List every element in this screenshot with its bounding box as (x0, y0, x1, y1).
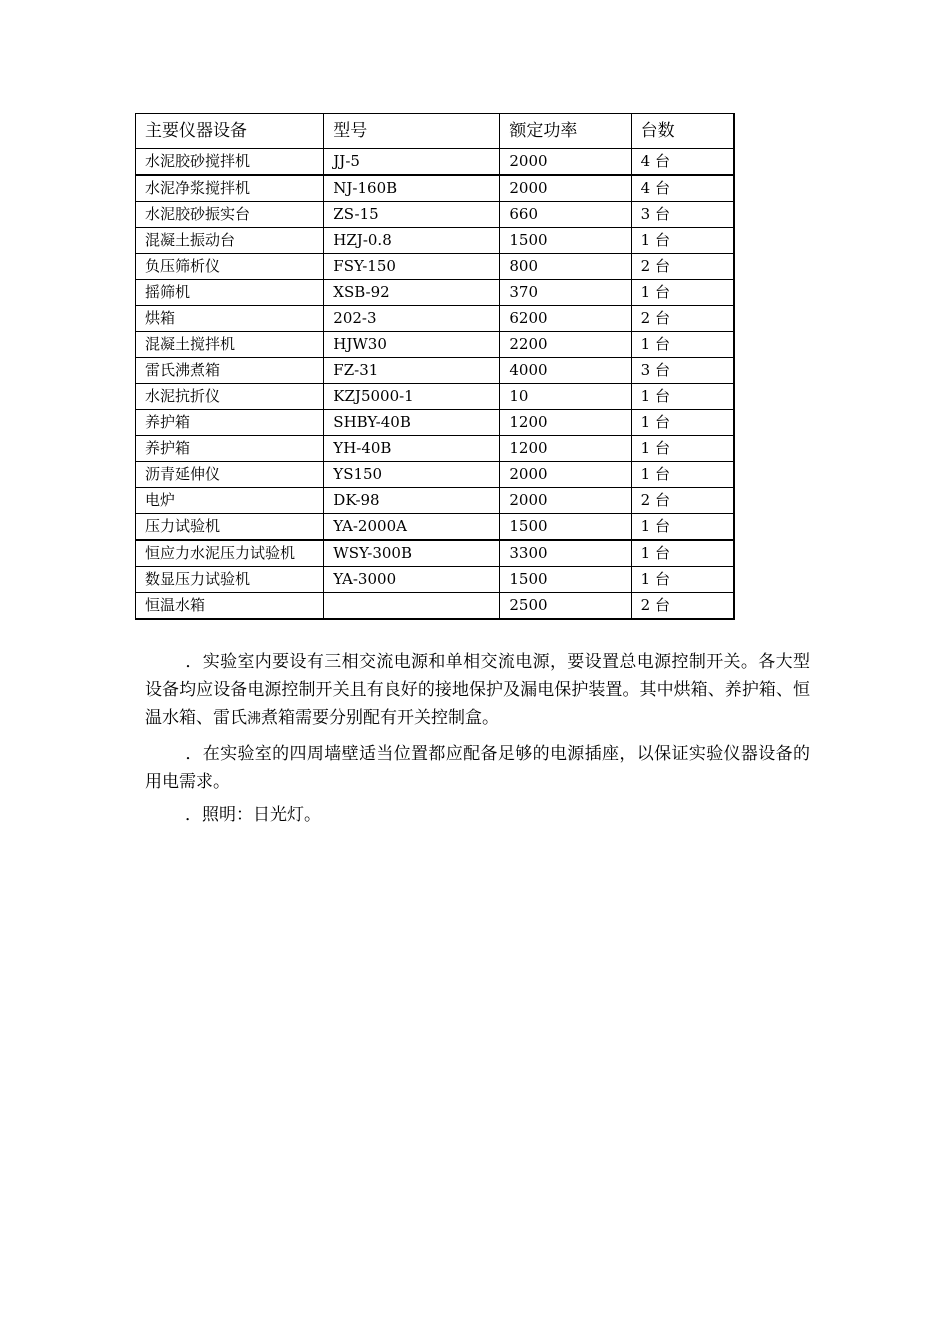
paragraph-power-supply-text-a: ．实验室内要设有三相交流电源和单相交流电源，要设置总电源控制开关。各大型设备均应设备电源控制开关且有良好的接地保护及漏电保护装置。其中烘箱、养护箱、恒温水箱、雷氏 (145, 652, 810, 728)
cell-quantity: 4 台 (631, 175, 734, 202)
cell-quantity: 2 台 (631, 254, 734, 280)
table-row (136, 228, 735, 254)
cell-model: FSY-150 (324, 254, 500, 280)
cell-rated-power: 2000 (500, 488, 631, 514)
cell-quantity: 1 台 (631, 436, 734, 462)
cell-rated-power: 660 (500, 202, 631, 228)
paragraph-power-supply-text-b: 煮箱需要分别配有开关控制盒。 (261, 708, 499, 728)
table-row (136, 514, 735, 541)
cell-quantity: 4 台 (631, 149, 734, 176)
cell-quantity: 1 台 (631, 332, 734, 358)
table-row (136, 254, 735, 280)
cell-equipment: 水泥净浆搅拌机 (136, 175, 324, 202)
cell-model: FZ-31 (324, 358, 500, 384)
cell-model: DK-98 (324, 488, 500, 514)
cell-rated-power: 800 (500, 254, 631, 280)
cell-rated-power: 2200 (500, 332, 631, 358)
cell-model: ZS-15 (324, 202, 500, 228)
cell-model: 202-3 (324, 306, 500, 332)
cell-model: WSY-300B (324, 540, 500, 567)
cell-quantity: 2 台 (631, 488, 734, 514)
cell-model: SHBY-40B (324, 410, 500, 436)
table-row (136, 149, 735, 176)
table-row (136, 202, 735, 228)
header-equipment: 主要仪器设备 (136, 114, 324, 149)
cell-equipment: 混凝土搅拌机 (136, 332, 324, 358)
cell-equipment: 恒温水箱 (136, 593, 324, 620)
cell-model: YH-40B (324, 436, 500, 462)
cell-model: XSB-92 (324, 280, 500, 306)
cell-quantity: 3 台 (631, 202, 734, 228)
paragraph-sockets (145, 740, 810, 796)
table-row (136, 306, 735, 332)
table-row (136, 462, 735, 488)
cell-model: YA-3000 (324, 567, 500, 593)
cell-equipment: 电炉 (136, 488, 324, 514)
cell-rated-power: 1200 (500, 410, 631, 436)
cell-quantity: 1 台 (631, 567, 734, 593)
cell-rated-power: 2000 (500, 462, 631, 488)
cell-rated-power: 2500 (500, 593, 631, 620)
paragraph-lighting (145, 801, 810, 829)
cell-quantity: 1 台 (631, 514, 734, 541)
cell-quantity: 1 台 (631, 462, 734, 488)
cell-quantity: 1 台 (631, 384, 734, 410)
header-quantity: 台数 (631, 114, 734, 149)
paragraph-power-supply (145, 648, 810, 733)
cell-quantity: 1 台 (631, 410, 734, 436)
table-row (136, 436, 735, 462)
header-model: 型号 (324, 114, 500, 149)
cell-model: KZJ5000-1 (324, 384, 500, 410)
cell-rated-power: 4000 (500, 358, 631, 384)
table-row (136, 593, 735, 620)
table-row (136, 488, 735, 514)
table-row (136, 280, 735, 306)
cell-equipment: 恒应力水泥压力试验机 (136, 540, 324, 567)
cell-rated-power: 1500 (500, 567, 631, 593)
table-row (136, 567, 735, 593)
cell-equipment: 雷氏沸煮箱 (136, 358, 324, 384)
header-rated-power: 额定功率 (500, 114, 631, 149)
cell-model: YS150 (324, 462, 500, 488)
cell-model: NJ-160B (324, 175, 500, 202)
cell-rated-power: 3300 (500, 540, 631, 567)
table-row (136, 358, 735, 384)
cell-quantity: 1 台 (631, 280, 734, 306)
cell-equipment: 混凝土振动台 (136, 228, 324, 254)
cell-equipment: 水泥抗折仪 (136, 384, 324, 410)
cell-equipment: 数显压力试验机 (136, 567, 324, 593)
cell-quantity: 2 台 (631, 306, 734, 332)
paragraph-lighting-text: ．照明：日光灯。 (185, 805, 321, 825)
cell-rated-power: 2000 (500, 149, 631, 176)
table-row (136, 410, 735, 436)
cell-equipment: 烘箱 (136, 306, 324, 332)
paragraph-sockets-text: ．在实验室的四周墙壁适当位置都应配备足够的电源插座，以保证实验仪器设备的用电需求。 (145, 744, 810, 792)
cell-model: HJW30 (324, 332, 500, 358)
paragraph-power-supply-small-char: 沸 (247, 711, 261, 727)
equipment-table-body (136, 114, 735, 620)
cell-equipment: 养护箱 (136, 436, 324, 462)
table-row (136, 384, 735, 410)
cell-equipment: 压力试验机 (136, 514, 324, 541)
table-row (136, 540, 735, 567)
cell-model: YA-2000A (324, 514, 500, 541)
cell-rated-power: 2000 (500, 175, 631, 202)
cell-equipment: 沥青延伸仪 (136, 462, 324, 488)
cell-quantity: 1 台 (631, 540, 734, 567)
cell-model: HZJ-0.8 (324, 228, 500, 254)
equipment-table (135, 113, 735, 620)
cell-rated-power: 1200 (500, 436, 631, 462)
cell-quantity: 1 台 (631, 228, 734, 254)
cell-rated-power: 1500 (500, 228, 631, 254)
cell-model: JJ-5 (324, 149, 500, 176)
cell-equipment: 摇筛机 (136, 280, 324, 306)
table-row (136, 332, 735, 358)
cell-equipment: 水泥胶砂搅拌机 (136, 149, 324, 176)
cell-rated-power: 1500 (500, 514, 631, 541)
cell-equipment: 养护箱 (136, 410, 324, 436)
cell-model (324, 593, 500, 620)
cell-equipment: 负压筛析仪 (136, 254, 324, 280)
cell-quantity: 3 台 (631, 358, 734, 384)
cell-equipment: 水泥胶砂振实台 (136, 202, 324, 228)
cell-rated-power: 10 (500, 384, 631, 410)
cell-quantity: 2 台 (631, 593, 734, 620)
cell-rated-power: 370 (500, 280, 631, 306)
table-row (136, 175, 735, 202)
table-header-row (136, 114, 735, 149)
cell-rated-power: 6200 (500, 306, 631, 332)
